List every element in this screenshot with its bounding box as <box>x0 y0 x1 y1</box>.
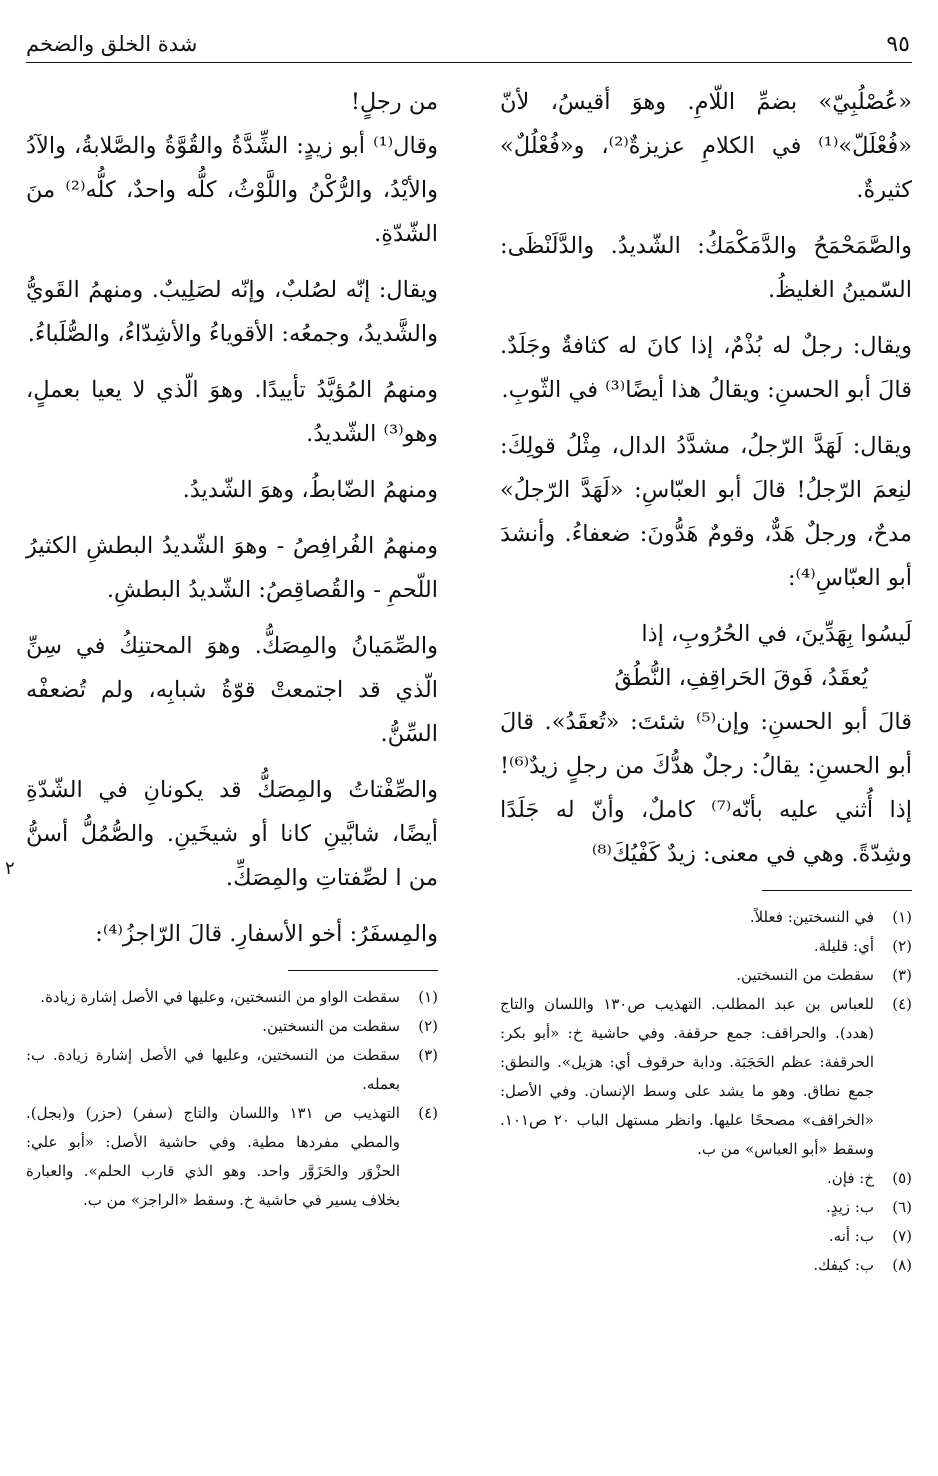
footnote-text: سقطت من النسختين. <box>736 966 874 984</box>
footnote <box>26 1099 438 1215</box>
verse-line: لَيسُوا بِهَدِّينَ، في الحُرُوبِ، إذا <box>641 621 912 647</box>
paragraph: والمِسفَرُ: أخو الأسفارِ. قالَ الرّاجزُ⁽⁴⁾: <box>95 921 438 947</box>
footnote-number: (٥) <box>892 1169 912 1187</box>
footnotes <box>26 983 438 1215</box>
verse-line: يُعقَدُ، فَوقَ الحَراقِفِ، النُّطُقُ <box>614 665 868 691</box>
footnote-text: أي: قليلة. <box>813 937 874 955</box>
paragraph: والصَّمَحْمَحُ والدَّمَكْمَكُ: الشّديدُ. والدَّلَنْظَى: السّمينُ الغليظُ. <box>500 233 912 303</box>
footnote-number: (٣) <box>892 966 912 984</box>
footnote-number: (٢) <box>892 937 912 955</box>
footnote <box>500 903 912 932</box>
paragraph: ومنهمُ الضّابطُ، وهوَ الشّديدُ. <box>182 477 438 503</box>
footnote-text: التهذيب ص ١٣١ واللسان والتاج (سفر) (حزر) و(بجل). والمطي مفردها مطية. وفي حاشية الأصل: «أبو علي: الحزْوَر والحَزَوَّر واحد. وهو الذي قارب الحلم». والعبارة بخلاف يسير في حاشية خ. وسقط «الراجز» من ب. <box>26 1104 400 1209</box>
footnote <box>500 1193 912 1222</box>
footnote <box>26 983 438 1012</box>
footnote <box>500 1251 912 1280</box>
footnote <box>500 961 912 990</box>
footnote <box>500 932 912 961</box>
footnote-number: (٨) <box>892 1256 912 1274</box>
paragraph: ويقال: إنّه لصُلبٌ، وإنّه لصَلِيبٌ. ومنهمُ القَويُّ والشَّديدُ، وجمعُه: الأقوياءُ والأشِدّاءُ، والصُّلَباءُ. <box>26 277 438 347</box>
footnote-number: (١) <box>418 988 438 1006</box>
footnote-text: ب: كيفك. <box>813 1256 874 1274</box>
footnote-rule <box>288 970 438 971</box>
paragraph: ويقال: رجلٌ له بُذْمٌ، إذا كانَ له كثافةٌ وجَلَدٌ. قالَ أبو الحسنِ: ويقالُ هذا أيضًا⁽³⁾ في الثّوبِ. <box>500 333 912 403</box>
footnote-text: سقطت الواو من النسختين، وعليها في الأصل إشارة زيادة. <box>40 988 400 1006</box>
footnote <box>500 1222 912 1251</box>
paragraph: «عُصْلُبِيّ» بضمِّ اللّامِ. وهوَ أقيسُ، لأنّ «فُعْلَلّ»⁽¹⁾ في الكلامِ عزيزةٌ⁽²⁾، و«فُعْلُلٌ» كثيرةٌ. <box>500 89 912 203</box>
page-number: ٩٥ <box>886 32 910 57</box>
footnote-text: ب: زيدٍ. <box>825 1198 874 1216</box>
footnote-rule <box>762 890 912 891</box>
paragraph: قالَ أبو الحسنِ: وإن⁽⁵⁾ شئتَ: «تُعقَدُ». قالَ أبو الحسنِ: يقالُ: رجلٌ هدُّكَ من رجلٍ زيدٌ⁽⁶⁾! إذا أُثني عليه بأنّه⁽⁷⁾ كاملٌ، وأنّ له جَلَدًا وشِدّةً. وهي في معنى: زيدٌ كَفْيُكَ⁽⁸⁾ <box>500 709 912 867</box>
paragraph: ومنهمُ الفُرافِصُ - وهوَ الشّديدُ البطشِ الكثيرُ اللّحمِ - والقُصاقِصُ: الشّديدُ البطشِ. <box>26 533 438 603</box>
footnote-number: (٢) <box>418 1017 438 1035</box>
footnote <box>500 1164 912 1193</box>
header-rule <box>26 62 912 63</box>
paragraph: ومنهمُ المُؤيَّدُ تأييدًا. وهوَ الّذي لا يعيا بعملٍ، وهو⁽³⁾ الشّديدُ. <box>26 377 438 447</box>
footnote-text: خ: فإن. <box>826 1169 874 1187</box>
margin-mark: ٢ <box>5 858 15 879</box>
footnote-text: ب: أنه. <box>828 1227 874 1245</box>
footnote-number: (٧) <box>892 1227 912 1245</box>
left-column <box>26 80 438 1215</box>
paragraph: والصِّفْتاتُ والمِصَكُّ قد يكونانِ في الشّدّةِ أيضًا، شابَّينِ كانا أو شيخَينِ. والصُّمُلُّ أسنُّ من ا لصِّفتاتِ والمِصَكِّ. <box>26 777 438 891</box>
footnote-number: (٣) <box>418 1046 438 1064</box>
footnote-text: سقطت من النسختين. <box>262 1017 400 1035</box>
paragraph: والصِّمَيانُ والمِصَكُّ. وهوَ المحتنِكُ في سِنِّ الّذي قد اجتمعتْ قوّةُ شبابِه، ولم تُضعفْه السِّنُّ. <box>26 633 438 747</box>
footnote-number: (١) <box>892 908 912 926</box>
footnote-number: (٦) <box>892 1198 912 1216</box>
footnote-text: للعباس بن عبد المطلب. التهذيب ص١٣٠ واللسان والتاج (هدد). والحراقف: جمع حرقفة. وفي حاشية خ: «أبو بكر: الحرقفة: عظم الحَجَبَة. ودابة حرقوف أي: هزيل». والنطق: جمع نطاق. وهو ما يشد على وسط الإنسان. وفي الأصل: «الخراقف» مصححًا عليها. وانظر مستهل الباب ٢٠ ص١٠١. وسقط «أبو العباس» من ب. <box>500 995 875 1158</box>
paragraph: ويقال: لَهَدَّ الرّجلُ، مشدَّدُ الدال، مِثْلُ قولِكَ: لنِعمَ الرّجلُ! قالَ أبو العبّاسِ: «لَهَدَّ الرّجلُ» مدحٌ، ورجلٌ هَدٌّ، وقومٌ هَدُّونَ: ضعفاءُ. وأنشدَ أبو العبّاسِ⁽⁴⁾: <box>500 433 912 591</box>
footnote <box>26 1041 438 1099</box>
footnote <box>26 1012 438 1041</box>
paragraph: من رجلٍ! وقال⁽¹⁾ أبو زيدٍ: الشِّدَّةُ والقُوَّةُ والصَّلابةُ، والآدُ والأيْدُ، والرُّكْنُ واللَّوْثُ، كلُّه واحدٌ، كلُّه⁽²⁾ منَ الشّدّةِ. <box>26 89 438 247</box>
running-title: شدة الخلق والضخم <box>26 32 198 56</box>
poem-verse <box>500 612 912 700</box>
footnote-number: (٤) <box>418 1104 438 1122</box>
footnote-text: سقطت من النسختين، وعليها في الأصل إشارة زيادة. ب: بعمله. <box>26 1046 400 1093</box>
footnote <box>500 990 912 1164</box>
footnote-text: في النسختين: فعللاً. <box>749 908 874 926</box>
footnote-number: (٤) <box>892 995 912 1013</box>
footnotes <box>500 903 912 1280</box>
right-column <box>500 80 912 1280</box>
